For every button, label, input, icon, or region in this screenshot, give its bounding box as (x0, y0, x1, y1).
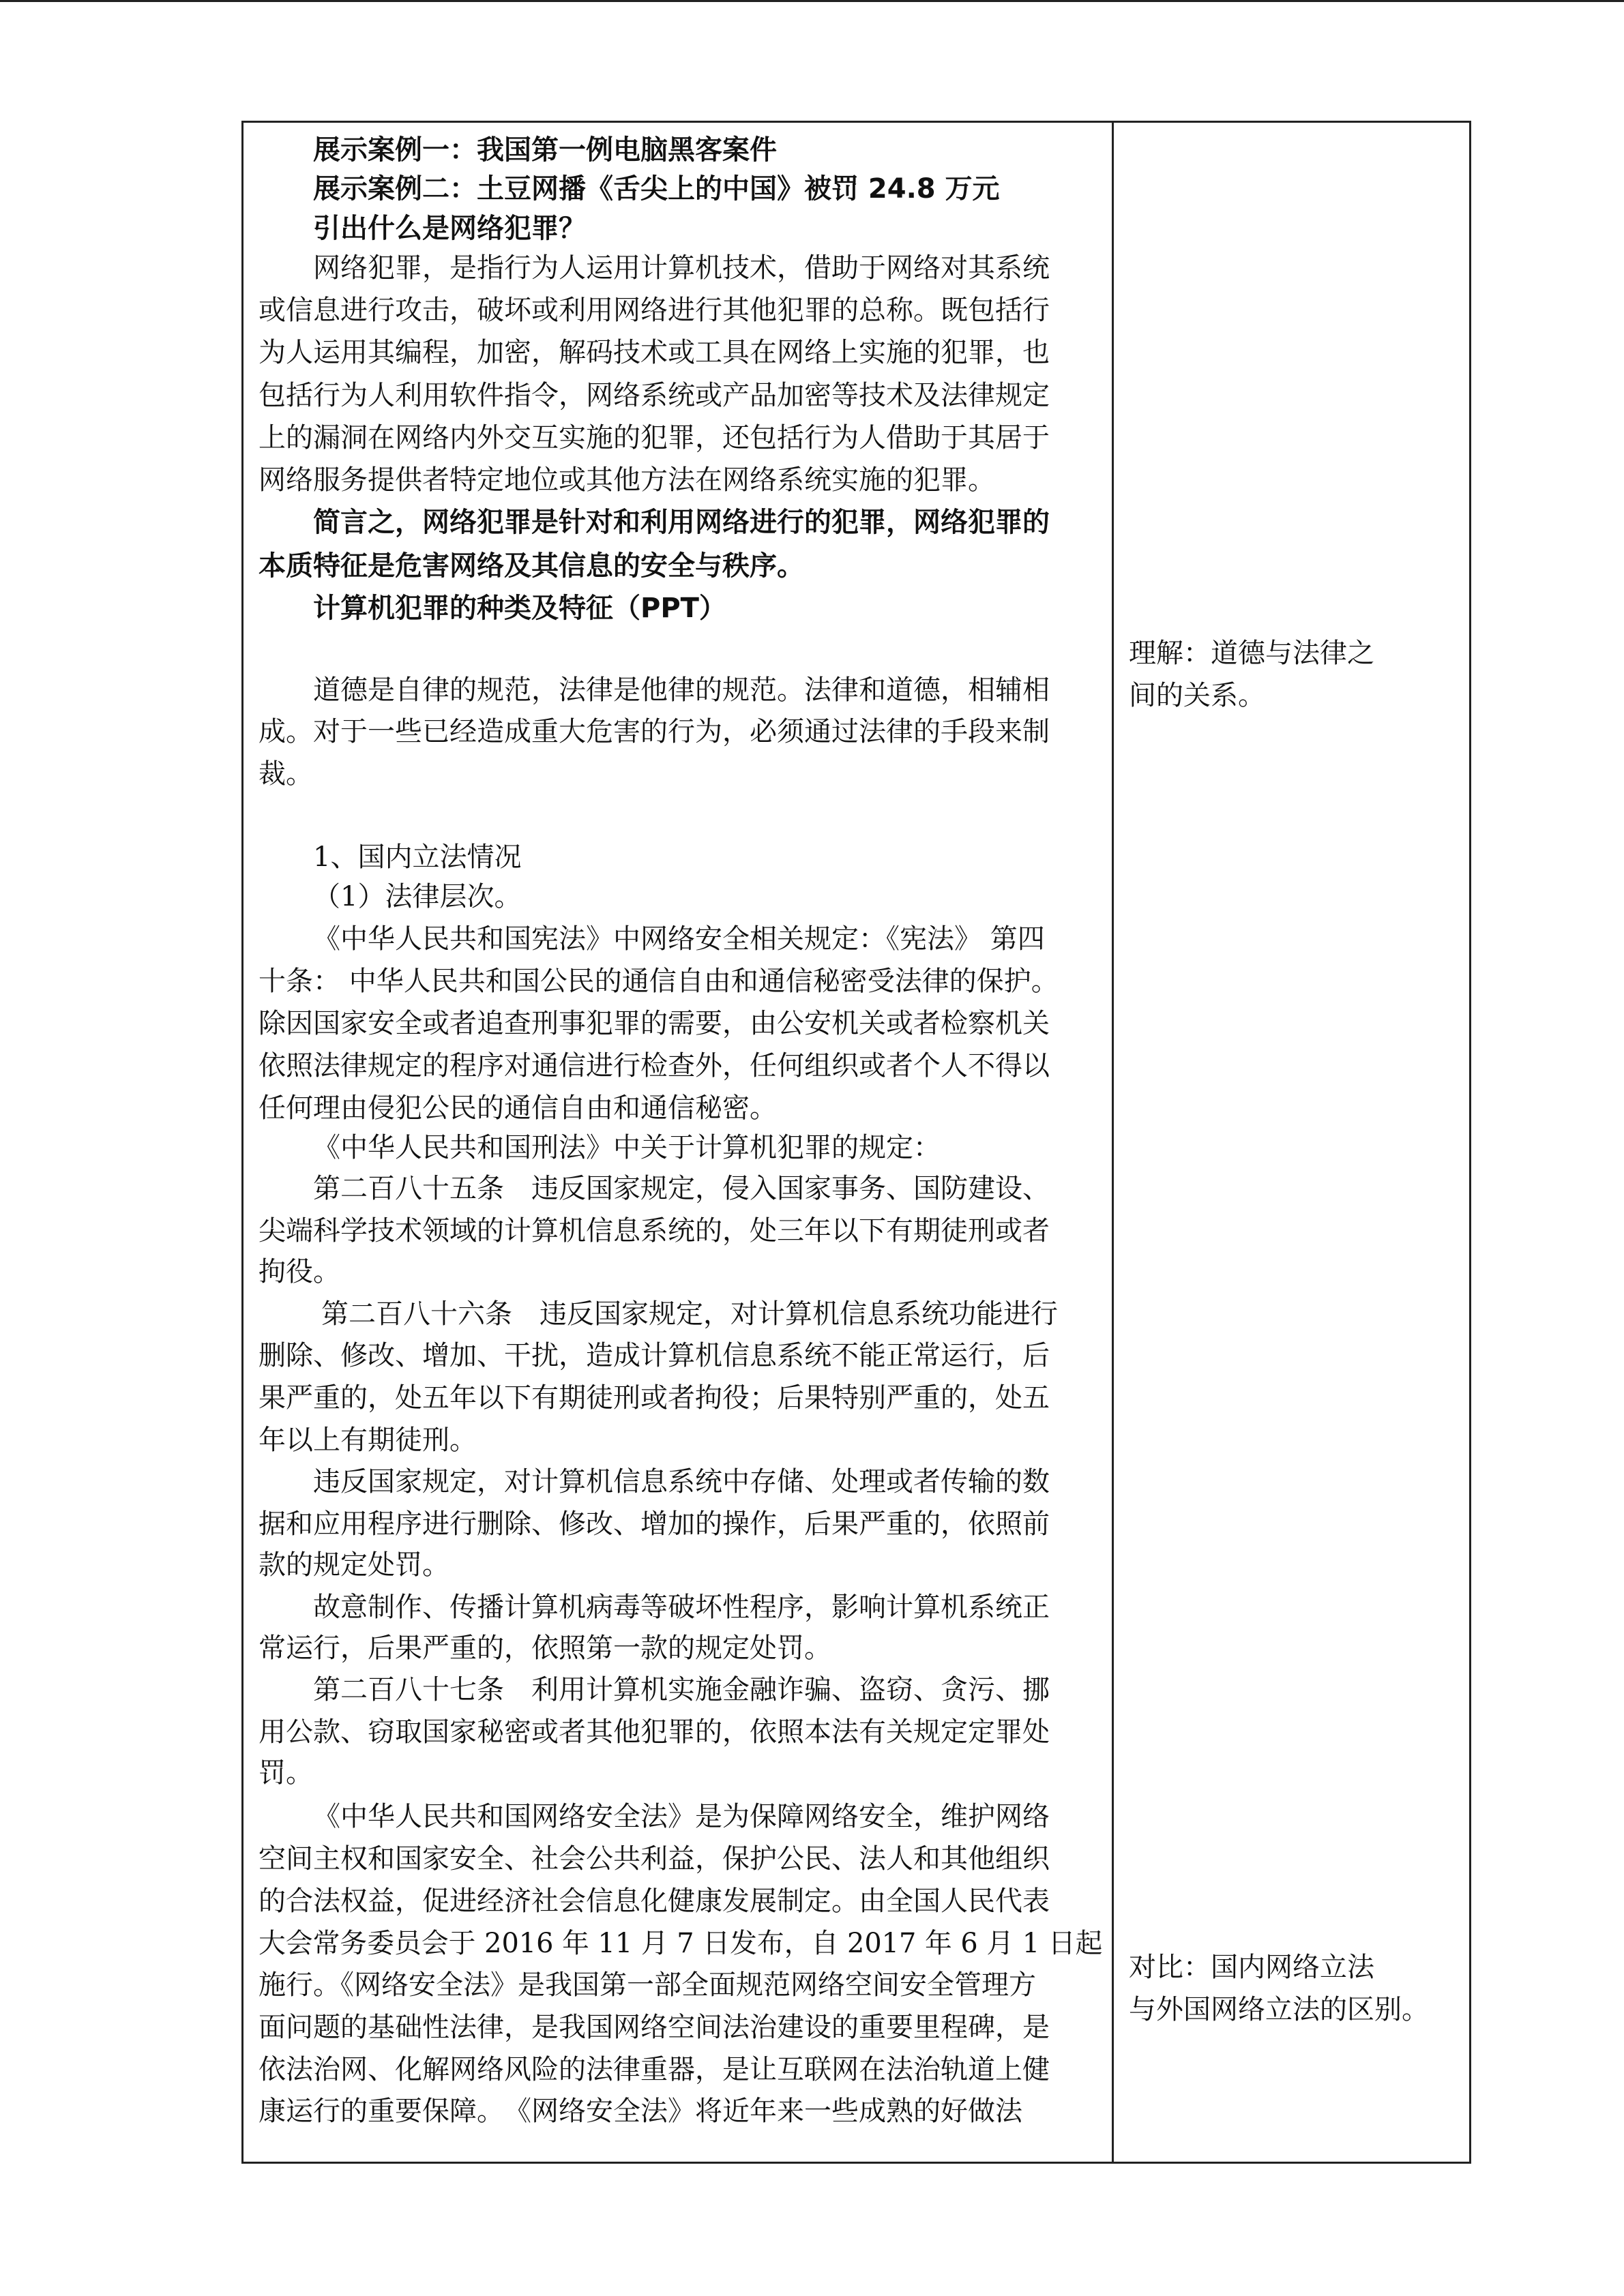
content-line: 第二百八十五条 违反国家规定，侵入国家事务、国防建设、 (313, 1173, 1050, 1204)
page-top-rule (0, 0, 1624, 2)
content-line: 依法治网、化解网络风险的法律重器，是让互联网在法治轨道上健 (259, 2054, 1050, 2085)
content-line: 除因国家安全或者追查刑事犯罪的需要，由公安机关或者检察机关 (259, 1008, 1050, 1039)
content-line: 依照法律规定的程序对通信进行检查外，任何组织或者个人不得以 (259, 1050, 1050, 1082)
content-line: 十条： 中华人民共和国公民的通信自由和通信秘密受法律的保护。 (259, 966, 1059, 997)
content-line: 款的规定处罚。 (259, 1549, 449, 1581)
content-line: 展示案例二：土豆网播《舌尖上的中国》被罚 24.8 万元 (313, 173, 1000, 205)
content-line: 或信息进行攻击，破坏或利用网络进行其他犯罪的总称。既包括行 (259, 295, 1050, 326)
content-line: 常运行，后果严重的，依照第一款的规定处罚。 (259, 1632, 831, 1664)
content-line: 大会常务委员会于 2016 年 11 月 7 日发布，自 2017 年 6 月 1 日起 (259, 1928, 1103, 1959)
content-line: 《中华人民共和国宪法》中网络安全相关规定：《宪法》 第四 (313, 923, 1045, 955)
content-line: 果严重的，处五年以下有期徒刑或者拘役；后果特别严重的，处五 (259, 1382, 1050, 1414)
content-line: 裁。 (259, 758, 313, 790)
content-line: 网络犯罪，是指行为人运用计算机技术，借助于网络对其系统 (313, 252, 1050, 284)
content-line: 计算机犯罪的种类及特征（PPT） (313, 593, 726, 624)
content-line: 展示案例一：我国第一例电脑黑客案件 (313, 134, 777, 166)
teaching-notes-column (1114, 123, 1469, 2162)
content-line: 网络服务提供者特定地位或其他方法在网络系统实施的犯罪。 (259, 464, 995, 496)
content-line: 本质特征是危害网络及其信息的安全与秩序。 (259, 550, 804, 582)
lesson-plan-table (241, 121, 1471, 2164)
content-line: 拘役。 (259, 1256, 340, 1287)
content-line: （1）法律层次。 (313, 881, 522, 912)
content-line: 用公款、窃取国家秘密或者其他犯罪的，依照本法有关规定定罪处 (259, 1716, 1050, 1748)
content-line: 引出什么是网络犯罪？ (313, 213, 586, 244)
content-line: 故意制作、传播计算机病毒等破坏性程序，影响计算机系统正 (313, 1592, 1050, 1623)
teaching-content-column (243, 123, 1112, 2162)
content-line: 康运行的重要保障。 《网络安全法》将近年来一些成熟的好做法 (259, 2096, 1022, 2127)
content-line: 《中华人民共和国网络安全法》是为保障网络安全，维护网络 (313, 1801, 1050, 1832)
side-note-compare-line-2: 与外国网络立法的区别。 (1129, 1994, 1429, 2025)
content-line: 尖端科学技术领域的计算机信息系统的，处三年以下有期徒刑或者 (259, 1215, 1050, 1247)
content-line: 简言之，网络犯罪是针对和利用网络进行的犯罪，网络犯罪的 (313, 507, 1050, 538)
side-note-compare-line-1: 对比：国内网络立法 (1129, 1952, 1374, 1983)
content-line: 据和应用程序进行删除、修改、增加的操作，后果严重的，依照前 (259, 1508, 1050, 1540)
content-line: 成。对于一些已经造成重大危害的行为，必须通过法律的手段来制 (259, 716, 1050, 747)
content-line: 1、国内立法情况 (313, 841, 522, 873)
content-line: 违反国家规定，对计算机信息系统中存储、处理或者传输的数 (313, 1466, 1050, 1497)
content-line: 第二百八十六条 违反国家规定，对计算机信息系统功能进行 (321, 1298, 1058, 1330)
content-line: 上的漏洞在网络内外交互实施的犯罪，还包括行为人借助于其居于 (259, 422, 1050, 453)
content-line: 的合法权益，促进经济社会信息化健康发展制定。由全国人民代表 (259, 1885, 1050, 1917)
content-line: 罚。 (259, 1757, 313, 1789)
content-line: 年以上有期徒刑。 (259, 1425, 477, 1456)
content-line: 为人运用其编程，加密，解码技术或工具在网络上实施的犯罪，也 (259, 337, 1050, 368)
side-note-understand-line-1: 理解：道德与法律之 (1129, 638, 1374, 669)
content-line: 空间主权和国家安全、社会公共利益，保护公民、法人和其他组织 (259, 1843, 1050, 1875)
side-note-understand-line-2: 间的关系。 (1129, 680, 1265, 711)
content-line: 道德是自律的规范，法律是他律的规范。法律和道德，相辅相 (313, 674, 1050, 706)
content-line: 任何理由侵犯公民的通信自由和通信秘密。 (259, 1092, 777, 1124)
content-line: 删除、修改、增加、干扰，造成计算机信息系统不能正常运行，后 (259, 1340, 1050, 1371)
content-line: 《中华人民共和国刑法》中关于计算机犯罪的规定： (313, 1132, 941, 1163)
content-line: 面问题的基础性法律，是我国网络空间法治建设的重要里程碑，是 (259, 2012, 1050, 2043)
content-line: 包括行为人利用软件指令，网络系统或产品加密等技术及法律规定 (259, 380, 1050, 411)
content-line: 第二百八十七条 利用计算机实施金融诈骗、盗窃、贪污、挪 (313, 1674, 1050, 1705)
content-line: 施行。《网络安全法》是我国第一部全面规范网络空间安全管理方 (259, 1969, 1036, 2001)
